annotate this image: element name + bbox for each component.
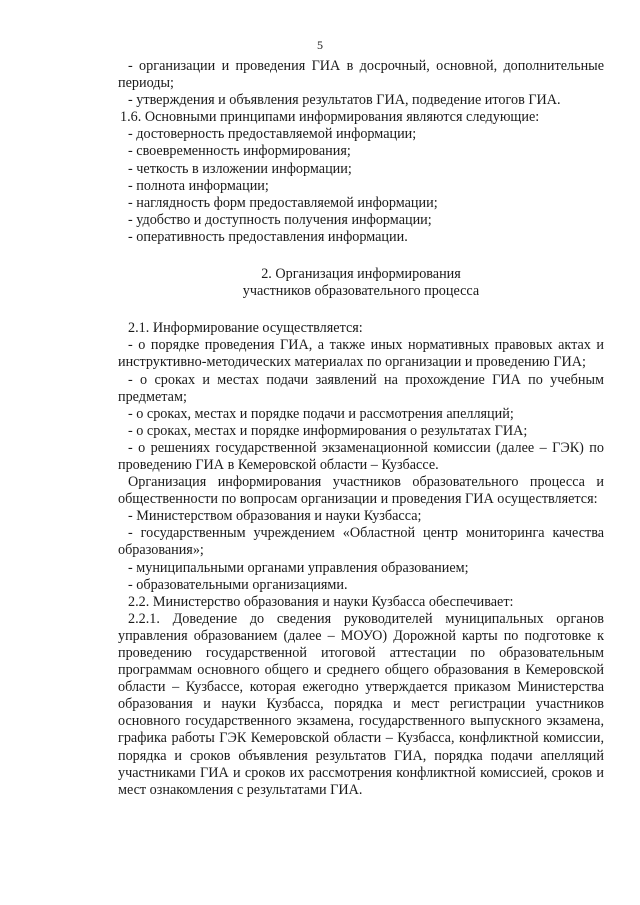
principle-item: - своевременность информирования; — [128, 143, 351, 160]
section-2-heading-line-1: 2. Организация информирования — [261, 266, 461, 283]
section-2-heading-line-2: участников образовательного процесса — [242, 283, 480, 300]
item-1-6: 1.6. Основными принципами информирования являются следующие: — [120, 109, 540, 126]
item-2-1: 2.1. Информирование осуществляется: — [128, 320, 363, 337]
organizer-item: - Министерством образования и науки Кузбасса; — [128, 508, 422, 525]
bullet-results: - утверждения и объявления результатов ГИА, подведение итогов ГИА. — [128, 92, 561, 109]
item-2-2: 2.2. Министерство образования и науки Кузбасса обеспечивает: — [128, 593, 514, 610]
bullet-periods: - организации и проведения ГИА в досрочный, основной, дополнительные периоды; — [118, 58, 604, 92]
topic-item: - о сроках, местах и порядке информирования о результатах ГИА; — [128, 422, 528, 439]
organizer-item: - образовательными организациями. — [128, 576, 348, 593]
principle-item: - наглядность форм предоставляемой информации; — [128, 194, 438, 211]
item-2-2-1: 2.2.1. Доведение до сведения руководителей муниципальных органов управления образованием (далее – МОУО) Дорожной карты по подготовке к проведению государственной итоговой аттестации по образовательным программам основного общего и среднего общего образования в Кемеровской области – Кузбассе, которая ежегодно утверждается приказом Министерства образования и науки Кузбасса, порядка и мест регистрации участников основного государственного экзамена, государственного выпускного экзамена, графика работы ГЭК Кемеровской области – Кузбасса, конфликтной комиссии, порядка и сроков объявления результатов ГИА, порядка подачи апелляций участниками ГИА и сроков их рассмотрения конфликтной комиссией, сроков и мест ознакомления с результатами ГИА. — [118, 610, 604, 798]
topic-item: - о решениях государственной экзаменационной комиссии (далее – ГЭК) по проведению ГИА в Кемеровской области – Кузбассе. — [118, 439, 604, 473]
organizer-item: - муниципальными органами управления образованием; — [128, 559, 469, 576]
principle-item: - оперативность предоставления информации. — [128, 228, 408, 245]
principle-item: - удобство и доступность получения информации; — [128, 211, 432, 228]
topic-item: - о порядке проведения ГИА, а также иных нормативных правовых актах и инструктивно-методических материалах по организации и проведению ГИА; — [118, 337, 604, 371]
principle-item: - четкость в изложении информации; — [128, 160, 352, 177]
organization-paragraph: Организация информирования участников образовательного процесса и общественности по вопросам организации и проведения ГИА осуществляется: — [118, 474, 604, 508]
principle-item: - полнота информации; — [128, 177, 269, 194]
topic-item: - о сроках и местах подачи заявлений на прохождение ГИА по учебным предметам; — [118, 371, 604, 405]
principle-item: - достоверность предоставляемой информации; — [128, 126, 417, 143]
page-number: 5 — [317, 38, 323, 52]
document-body — [118, 58, 604, 799]
organizer-item: - государственным учреждением «Областной центр мониторинга качества образования»; — [118, 525, 604, 559]
topic-item: - о сроках, местах и порядке подачи и рассмотрения апелляций; — [128, 405, 514, 422]
